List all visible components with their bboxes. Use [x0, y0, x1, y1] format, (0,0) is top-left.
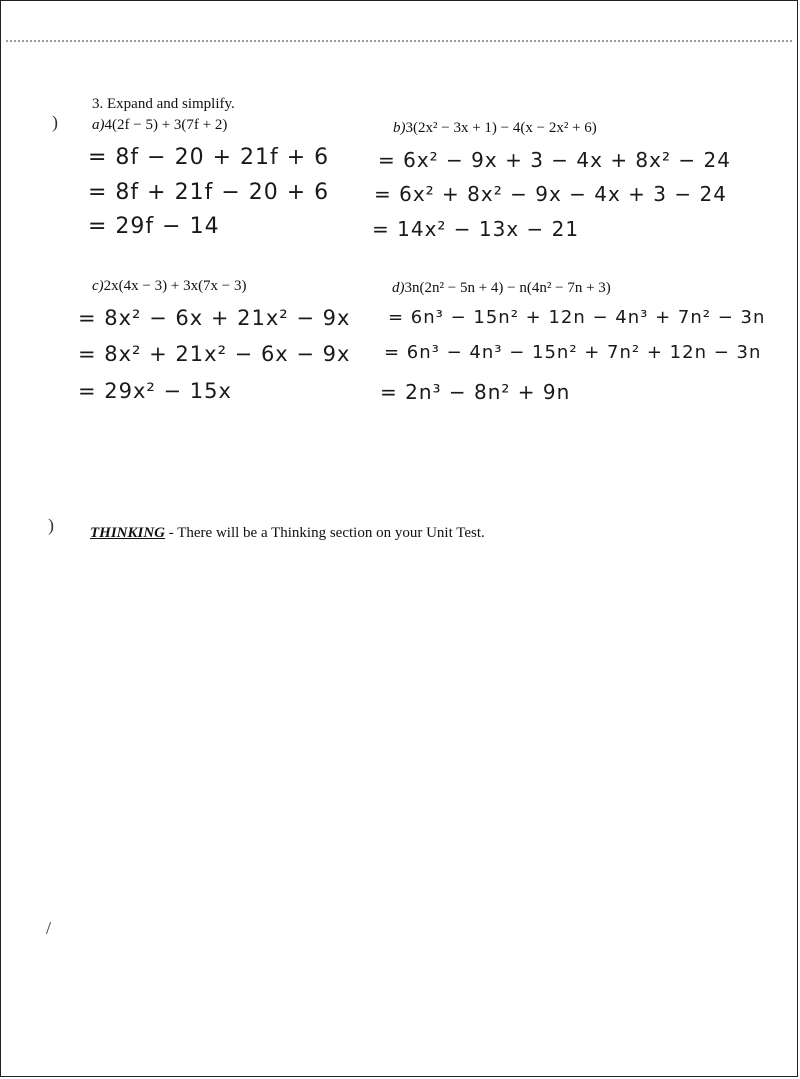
- punch-hole-mark: ): [48, 515, 54, 535]
- problem-label: c): [92, 278, 104, 294]
- problem-c-step-2: = 8x² + 21x² − 6x − 9x: [78, 342, 351, 366]
- punch-hole-mark: /: [46, 918, 52, 938]
- problem-expression: 4(2f − 5) + 3(7f + 2): [104, 117, 228, 133]
- problem-label: a): [92, 117, 105, 133]
- problem-b-prompt: [393, 120, 597, 137]
- scan-artifact-line: [6, 40, 792, 42]
- problem-expression: 2x(4x − 3) + 3x(7x − 3): [103, 278, 247, 294]
- problem-label: b): [393, 120, 406, 136]
- problem-b-step-3: = 14x² − 13x − 21: [372, 217, 580, 241]
- problem-a-prompt: [92, 117, 227, 134]
- problem-d-step-1: = 6n³ − 15n² + 12n − 4n³ + 7n² − 3n: [388, 307, 766, 328]
- problem-d-step-2: = 6n³ − 4n³ − 15n² + 7n² + 12n − 3n: [384, 342, 762, 363]
- problem-a-step-2: = 8f + 21f − 20 + 6: [88, 180, 330, 205]
- problem-b-step-1: = 6x² − 9x + 3 − 4x + 8x² − 24: [378, 148, 731, 172]
- thinking-text: - There will be a Thinking section on your Unit Test.: [168, 525, 485, 541]
- problem-expression: 3(2x² − 3x + 1) − 4(x − 2x² + 6): [405, 120, 597, 136]
- problem-a-step-1: = 8f − 20 + 21f + 6: [88, 145, 330, 170]
- problem-c-prompt: [92, 278, 247, 295]
- punch-hole-mark: ): [52, 112, 58, 132]
- thinking-title: THINKING: [90, 525, 166, 541]
- problem-d-prompt: [392, 280, 611, 297]
- problem-b-step-2: = 6x² + 8x² − 9x − 4x + 3 − 24: [374, 182, 727, 206]
- problem-c-step-3: = 29x² − 15x: [78, 379, 232, 403]
- thinking-note: [90, 525, 485, 542]
- problem-expression: 3n(2n² − 5n + 4) − n(4n² − 7n + 3): [404, 280, 611, 296]
- problem-a-step-3: = 29f − 14: [88, 214, 220, 239]
- section-heading: 3. Expand and simplify.: [92, 96, 235, 112]
- problem-c-step-1: = 8x² − 6x + 21x² − 9x: [78, 306, 351, 330]
- problem-d-step-3: = 2n³ − 8n² + 9n: [380, 380, 571, 404]
- problem-label: d): [392, 280, 405, 296]
